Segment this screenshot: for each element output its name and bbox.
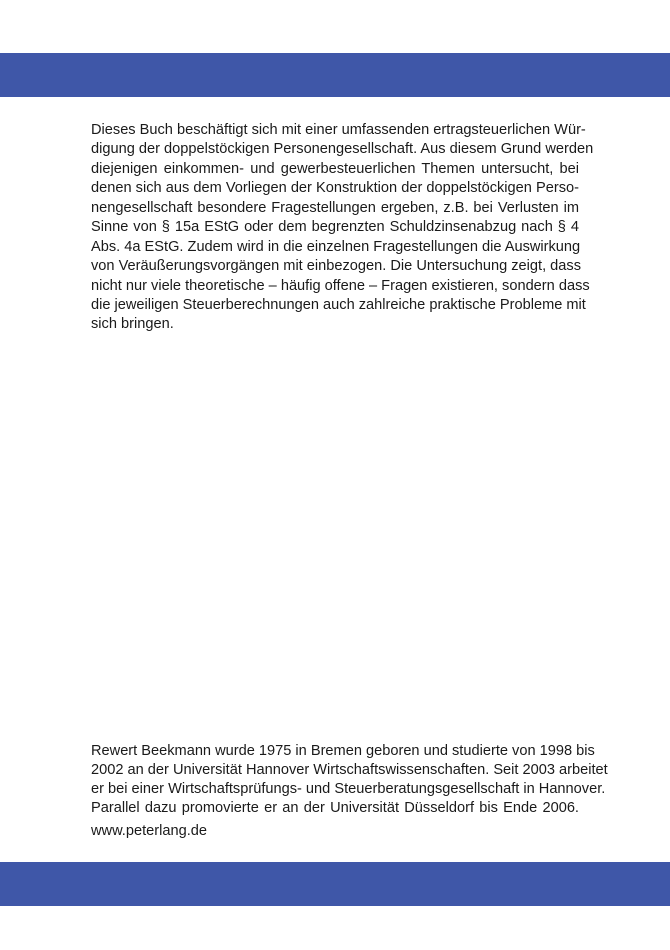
bio-line: er bei einer Wirtschaftsprüfungs- und Steuerberatungsgesellschaft in Hannover. <box>91 781 606 797</box>
description-line: nengesellschaft besondere Fragestellungen ergeben, z.B. bei Verlusten im <box>91 199 579 216</box>
publisher-url: www.peterlang.de <box>91 823 208 839</box>
bottom-color-band <box>0 862 670 906</box>
top-color-band <box>0 53 670 97</box>
description-line: denen sich aus dem Vorliegen der Konstruktion der doppelstöckigen Perso- <box>91 180 579 197</box>
description-line: sich bringen. <box>91 316 174 333</box>
bio-line: Parallel dazu promovierte er an der Universität Düsseldorf bis Ende 2006. <box>91 800 579 816</box>
description-line: von Veräußerungsvorgängen mit einbezogen. Die Untersuchung zeigt, dass <box>91 258 582 275</box>
description-line: nicht nur viele theoretische – häufig offene – Fragen existieren, sondern dass <box>91 277 590 294</box>
description-line: Abs. 4a EStG. Zudem wird in die einzelnen Fragestellungen die Auswirkung <box>91 238 581 255</box>
bio-line: 2002 an der Universität Hannover Wirtschaftswissenschaften. Seit 2003 arbeitet <box>91 762 608 778</box>
bio-line: Rewert Beekmann wurde 1975 in Bremen geboren und studierte von 1998 bis <box>91 743 595 759</box>
description-line: Sinne von § 15a EStG oder dem begrenzten Schuldzinsenabzug nach § 4 <box>91 219 579 236</box>
description-line: diejenigen einkommen- und gewerbesteuerlichen Themen untersucht, bei <box>91 160 579 177</box>
book-description <box>91 121 594 335</box>
description-line: die jeweiligen Steuerberechnungen auch zahlreiche praktische Probleme mit <box>91 296 586 313</box>
description-line: digung der doppelstöckigen Personengesellschaft. Aus diesem Grund werden <box>91 141 594 158</box>
description-line: Dieses Buch beschäftigt sich mit einer umfassenden ertragsteuerlichen Wür- <box>91 122 586 138</box>
author-bio <box>91 742 608 818</box>
